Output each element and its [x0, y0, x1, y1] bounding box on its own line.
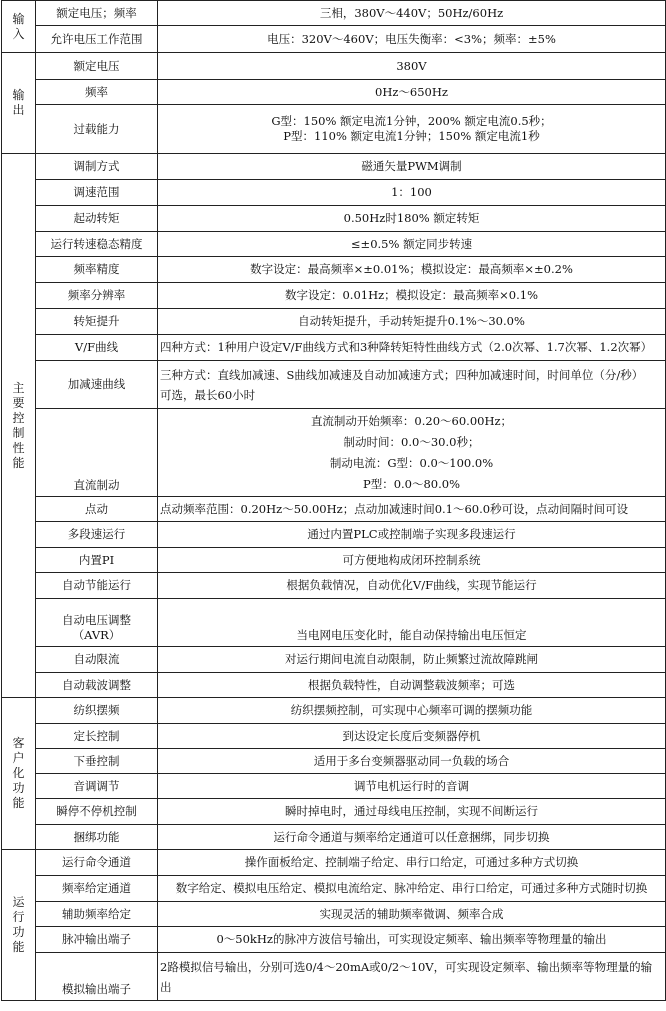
value-line: 0Hz～650Hz [375, 84, 448, 99]
value-line: 数字设定：最高频率×±0.01%；模拟设定：最高频率×±0.2% [250, 262, 573, 276]
item-label: 下垂控制 [36, 749, 158, 774]
value-line: 磁通矢量PWM调制 [361, 159, 462, 173]
item-value [158, 257, 666, 283]
value-line: 数字设定：0.01Hz；模拟设定：最高频率×0.1% [284, 288, 539, 302]
item-label: 模拟输出端子 [36, 953, 158, 1001]
value-line: 对运行期间电流自动限制，防止频繁过流故障跳闸 [285, 652, 538, 666]
item-label: 起动转矩 [36, 206, 158, 232]
item-value [158, 335, 666, 361]
value-line: 运行命令通道与频率给定通道可以任意捆绑，同步切换 [273, 829, 550, 844]
value-line: 制动电流：G型：0.0～100.0% [329, 455, 494, 470]
item-value [158, 825, 666, 850]
item-value [158, 105, 666, 154]
item-value [158, 573, 666, 599]
table-row [2, 825, 666, 850]
value-line: 操作面板给定、控制端子给定、串行口给定，可通过多种方式切换 [244, 855, 579, 869]
item-value [158, 673, 666, 698]
item-label: 调速范围 [36, 180, 158, 206]
item-value [158, 953, 666, 1001]
value-line: 当电网电压变化时，能自动保持输出电压恒定 [296, 628, 527, 642]
table-row [2, 573, 666, 599]
table-row [2, 206, 666, 232]
table-row [2, 724, 666, 749]
value-line: 380V [396, 58, 427, 73]
item-value [158, 409, 666, 497]
table-row [2, 232, 666, 257]
table-row [2, 26, 666, 53]
table-row [2, 698, 666, 724]
table-row [2, 850, 666, 876]
item-label: 运行转速稳态精度 [36, 232, 158, 257]
table-row [2, 309, 666, 335]
value-line: 瞬时掉电时，通过母线电压控制，实现不间断运行 [285, 804, 538, 818]
table-row [2, 409, 666, 497]
value-line: 四种方式：1种用户设定V/F曲线方式和3种降转矩特性曲线方式（2.0次幂、1.7次幂、1.2次幂） [160, 340, 653, 354]
item-label: 脉冲输出端子 [36, 927, 158, 953]
item-label: 频率精度 [36, 257, 158, 283]
item-value [158, 724, 666, 749]
item-label-line: （AVR） [72, 628, 121, 642]
table-row [2, 599, 666, 647]
item-value [158, 180, 666, 206]
table-row [2, 774, 666, 799]
table-row [2, 927, 666, 953]
value-line: 制动时间：0.0～30.0秒； [343, 434, 480, 449]
value-line: 三种方式：直线加减速、S曲线加减速及自动加减速方式；四种加减速时间，时间单位（分/秒） [160, 367, 644, 382]
category-label: 主要控制性能 [2, 154, 36, 698]
value-line: 2路模拟信号输出，分别可选0/4～20mA或0/2～10V，可实现设定频率、输出频率等物理量的输 [160, 960, 653, 974]
table-row [2, 497, 666, 522]
item-label: 额定电压 [36, 53, 158, 80]
category-label: 输出 [2, 53, 36, 154]
item-label: 允许电压工作范围 [36, 26, 158, 53]
value-line: 可选，最长60小时 [160, 387, 256, 402]
category-label: 输入 [2, 1, 36, 53]
item-label: 自动节能运行 [36, 573, 158, 599]
table-row [2, 548, 666, 573]
value-line: 纺织摆频控制，可实现中心频率可调的摆频功能 [290, 703, 533, 717]
value-line: 实现灵活的辅助频率微调、频率合成 [319, 906, 504, 921]
table-row [2, 522, 666, 548]
item-value [158, 1, 666, 26]
item-value [158, 774, 666, 799]
value-line: 出 [160, 980, 172, 994]
item-label: V/F曲线 [36, 335, 158, 361]
value-line: P型：110% 额定电流1分钟；150% 额定电流1秒 [283, 129, 540, 143]
item-value [158, 698, 666, 724]
item-label: 运行命令通道 [36, 850, 158, 876]
item-value [158, 26, 666, 53]
table-row [2, 647, 666, 673]
item-value [158, 80, 666, 105]
item-label: 点动 [36, 497, 158, 522]
value-line: 0.50Hz时180% 额定转矩 [343, 211, 480, 225]
item-value [158, 206, 666, 232]
value-line: 数字给定、模拟电压给定、模拟电流给定、脉冲给定、串行口给定，可通过多种方式随时切换 [175, 881, 648, 895]
table-row [2, 361, 666, 409]
value-line: 到达设定长度后变频器停机 [342, 728, 481, 743]
item-label: 转矩提升 [36, 309, 158, 335]
item-value [158, 548, 666, 573]
table-row [2, 749, 666, 774]
item-label: 多段速运行 [36, 522, 158, 548]
item-label: 过载能力 [36, 105, 158, 154]
item-value [158, 53, 666, 80]
item-value [158, 850, 666, 876]
table-row [2, 180, 666, 206]
value-line: G型：150% 额定电流1分钟，200% 额定电流0.5秒； [271, 114, 552, 128]
item-value [158, 799, 666, 825]
item-label: 调制方式 [36, 154, 158, 180]
item-label: 频率 [36, 80, 158, 105]
table-row [2, 876, 666, 902]
item-label: 捆绑功能 [36, 825, 158, 850]
item-label: 直流制动 [36, 409, 158, 497]
item-label: 自动载波调整 [36, 673, 158, 698]
item-value [158, 749, 666, 774]
item-value [158, 927, 666, 953]
item-label: 音调调节 [36, 774, 158, 799]
item-label: 纺织摆频 [36, 698, 158, 724]
item-label: 自动限流 [36, 647, 158, 673]
value-line: 点动频率范围：0.20Hz～50.00Hz；点动加减速时间0.1～60.0秒可设，点动间隔时间可设 [160, 501, 629, 516]
value-line: 自动转矩提升，手动转矩提升0.1%～30.0% [298, 314, 525, 328]
item-label: 瞬停不停机控制 [36, 799, 158, 825]
item-label-line: 自动电压调整 [62, 613, 131, 627]
item-value [158, 497, 666, 522]
item-label: 频率给定通道 [36, 876, 158, 902]
category-label: 客户化功能 [2, 698, 36, 850]
table-row [2, 283, 666, 309]
value-line: 根据负载情况，自动优化V/F曲线，实现节能运行 [286, 578, 537, 592]
table-row [2, 80, 666, 105]
value-line: P型：0.0～80.0% [362, 476, 461, 491]
value-line: 三相，380V～440V；50Hz/60Hz [319, 5, 504, 20]
item-value [158, 361, 666, 409]
table-row [2, 257, 666, 283]
item-value [158, 599, 666, 647]
value-line: 可方便地构成闭环控制系统 [342, 552, 481, 567]
item-value [158, 522, 666, 548]
item-label: 额定电压；频率 [36, 1, 158, 26]
item-value [158, 283, 666, 309]
value-line: 通过内置PLC或控制端子实现多段速运行 [307, 527, 516, 541]
value-line: 直流制动开始频率：0.20～60.00Hz； [310, 413, 513, 428]
value-line: 适用于多台变频器驱动同一负载的场合 [313, 753, 510, 768]
value-line: 1：100 [391, 185, 432, 199]
category-label: 运行功能 [2, 850, 36, 1001]
table-row [2, 953, 666, 1001]
item-value [158, 647, 666, 673]
value-line: 调节电机运行时的音调 [354, 778, 469, 793]
table-row [2, 1, 666, 26]
item-value [158, 902, 666, 927]
table-row [2, 335, 666, 361]
spec-table [1, 0, 666, 1001]
item-label: 辅助频率给定 [36, 902, 158, 927]
item-value [158, 876, 666, 902]
value-line: ≤±0.5% 额定同步转速 [350, 236, 473, 251]
table-row [2, 799, 666, 825]
item-label: 加减速曲线 [36, 361, 158, 409]
value-line: 根据负载特性，自动调整载波频率；可选 [308, 677, 515, 692]
item-label: 定长控制 [36, 724, 158, 749]
table-row [2, 902, 666, 927]
item-value [158, 232, 666, 257]
value-line: 0～50kHz的脉冲方波信号输出，可实现设定频率、输出频率等物理量的输出 [216, 932, 607, 946]
table-row [2, 154, 666, 180]
table-row [2, 53, 666, 80]
item-value [158, 309, 666, 335]
item-label: 频率分辨率 [36, 283, 158, 309]
value-line: 电压：320V～460V；电压失衡率：<3%；频率：±5% [267, 31, 556, 46]
spec-table-body [2, 1, 666, 1001]
table-row [2, 105, 666, 154]
table-row [2, 673, 666, 698]
item-value [158, 154, 666, 180]
item-label [36, 599, 158, 647]
item-label: 内置PI [36, 548, 158, 573]
